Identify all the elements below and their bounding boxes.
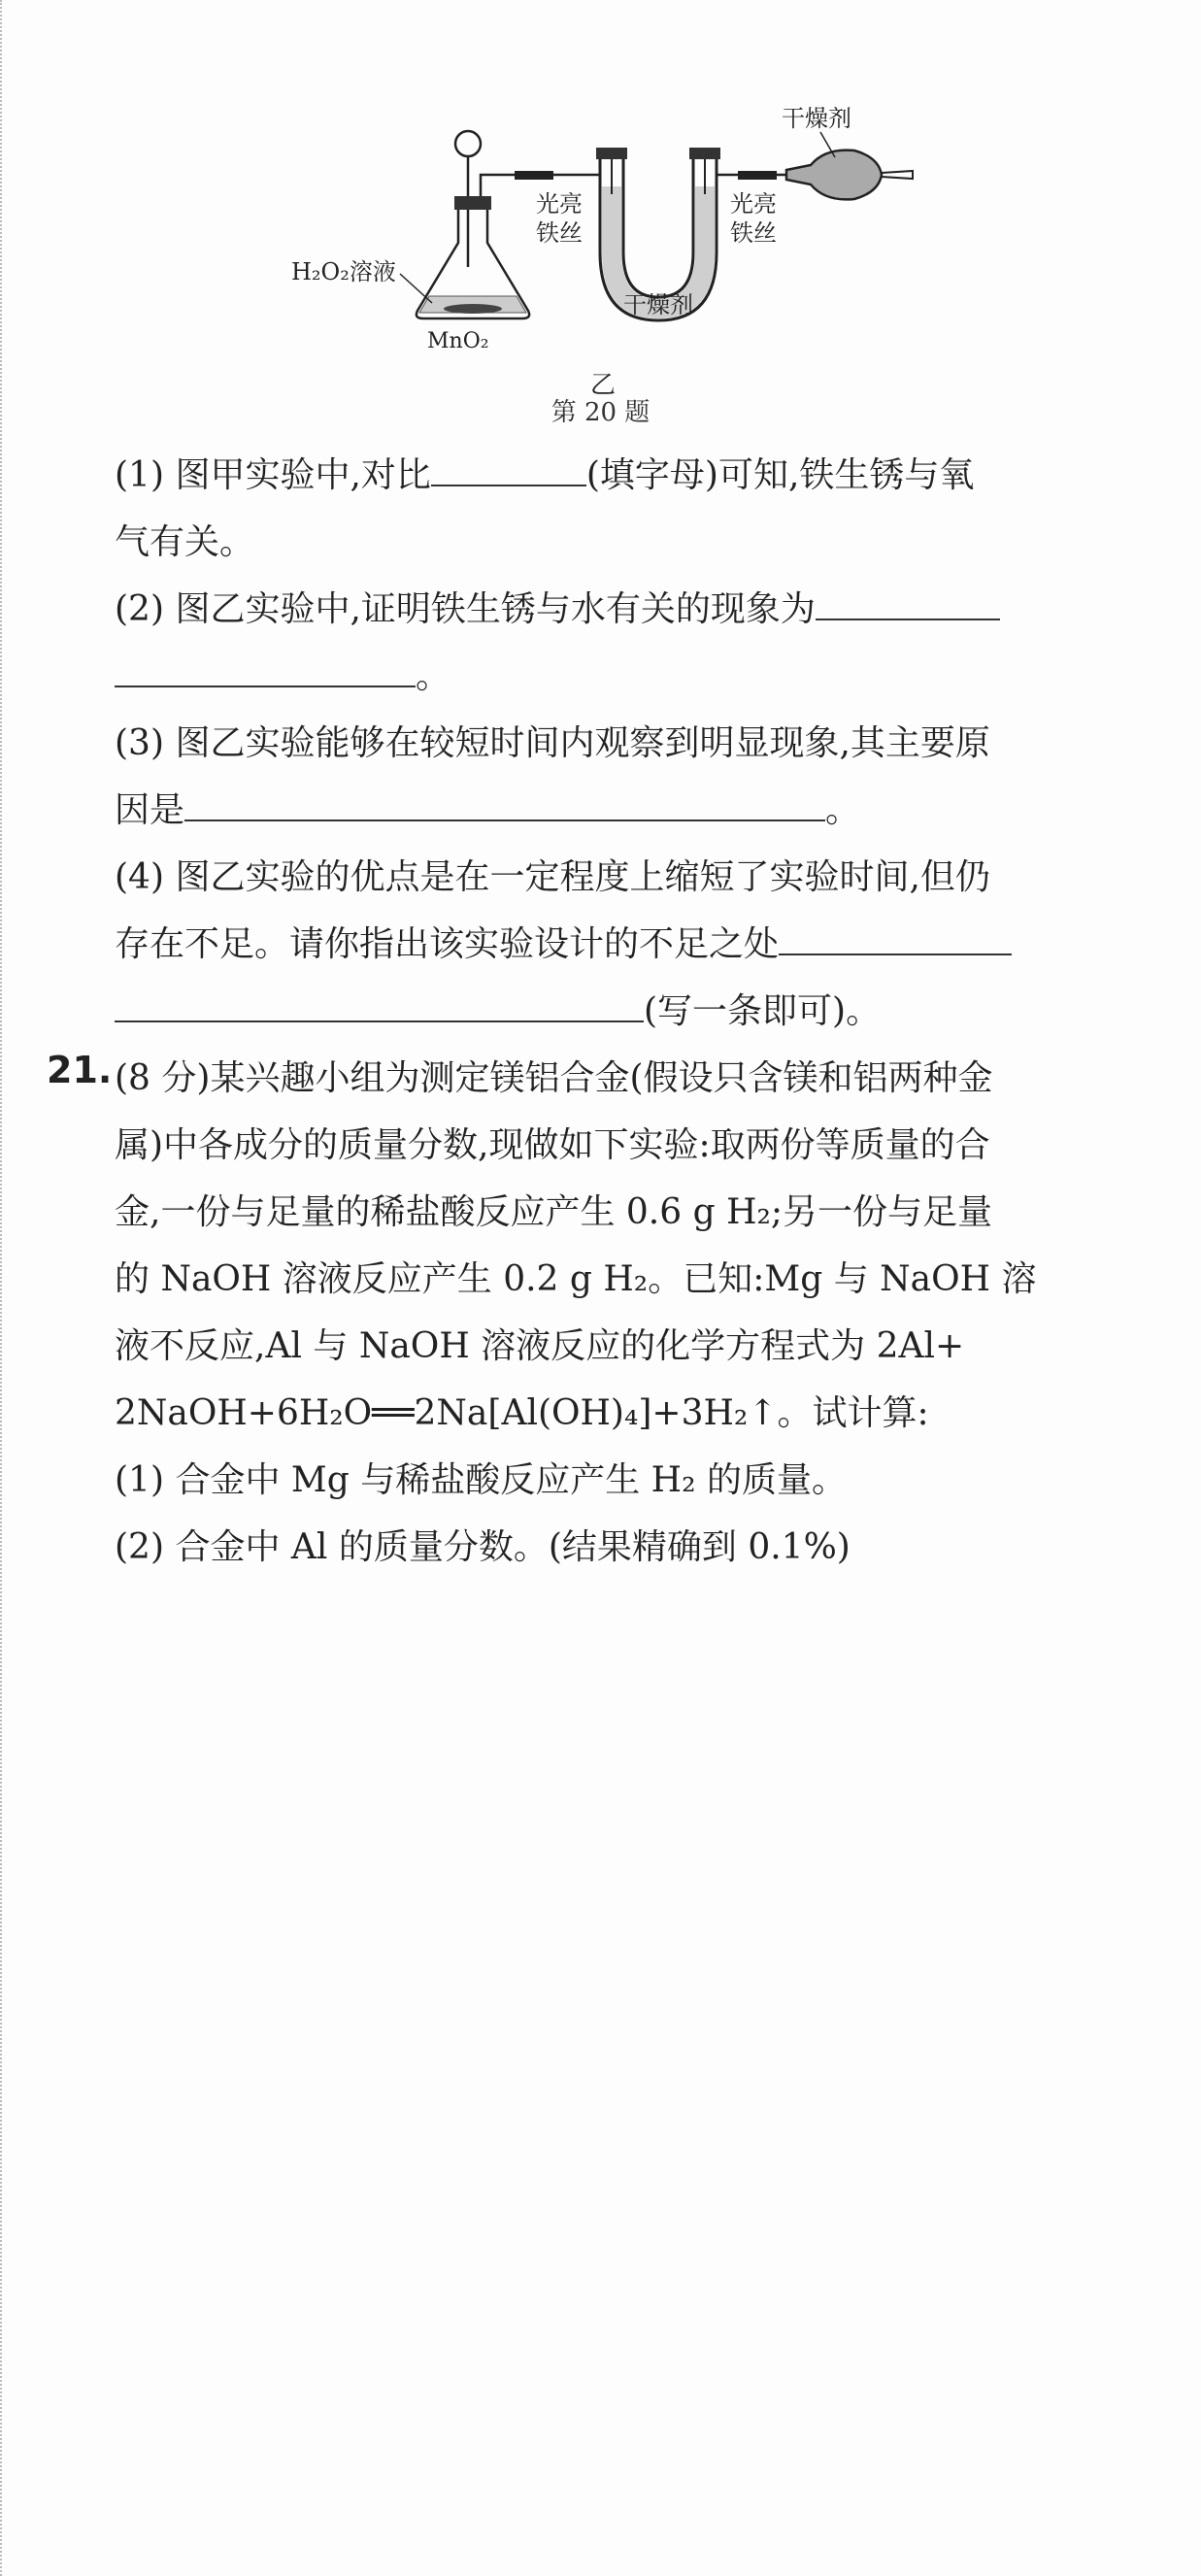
q20-part2-text-a: (2) 图乙实验中,证明铁生锈与水有关的现象为 <box>115 589 816 629</box>
q20-part2-answer-blank-1[interactable] <box>816 576 1000 620</box>
flask-stopper <box>454 196 491 210</box>
label-left-wire-2: 铁丝 <box>536 219 583 247</box>
figure-caption: 第 20 题 <box>550 398 651 427</box>
q21-line2: 属)中各成分的质量分数,现做如下实验:取两份等质量的合 <box>115 1125 990 1165</box>
binding-edge <box>0 0 4 2576</box>
q20-part4-answer-blank-1[interactable] <box>779 911 1012 955</box>
label-right-wire-2: 铁丝 <box>730 219 777 247</box>
leader-solution <box>400 274 432 303</box>
q20-part3-text-a: (3) 图乙实验能够在较短时间内观察到明显现象,其主要原 <box>115 723 990 763</box>
q21-line5: 液不反应,Al 与 NaOH 溶液反应的化学方程式为 2Al+ <box>115 1326 965 1366</box>
answer-work-area[interactable] <box>115 1592 1105 2525</box>
drying-tube-tip <box>882 171 913 179</box>
q20-part4-line2 <box>115 911 1105 978</box>
q21-line1: (8 分)某兴趣小组为测定镁铝合金(假设只含镁和铝两种金 <box>115 1058 993 1098</box>
label-h2o2-solution: H₂O₂溶液 <box>291 258 396 285</box>
question-21-number: 21. <box>47 1049 113 1091</box>
apparatus-diagram <box>282 97 922 427</box>
u-tube-stopper-left <box>596 148 627 159</box>
u-tube-inner <box>623 155 693 297</box>
q20-part2-text-b: 。 <box>416 656 451 696</box>
question-20-parts <box>115 442 1105 1045</box>
label-desiccant-bottom: 干燥剂 <box>623 291 693 318</box>
q20-part2-line2 <box>115 643 1105 710</box>
q20-part3-line2 <box>115 777 1105 844</box>
apparatus-figure <box>282 97 922 427</box>
mno2-powder <box>444 304 502 314</box>
q20-part4-line3 <box>115 978 1105 1045</box>
q20-part4-answer-blank-2[interactable] <box>115 978 644 1022</box>
q20-part2-line1 <box>115 576 1105 643</box>
label-desiccant-top: 干燥剂 <box>782 105 851 132</box>
q20-part3-answer-blank[interactable] <box>184 777 825 821</box>
label-right-wire-1: 光亮 <box>730 190 777 217</box>
u-tube-stopper-right <box>689 148 720 159</box>
q20-part4-text-c: (写一条即可)。 <box>644 991 882 1031</box>
q20-part3-line1 <box>115 710 1105 777</box>
q21-subquestion-1: (1) 合金中 Mg 与稀盐酸反应产生 H₂ 的质量。 <box>115 1460 847 1500</box>
q20-part1-line1 <box>115 442 1105 509</box>
funnel-bulb <box>455 131 481 156</box>
drying-tube <box>786 151 882 200</box>
question-21-body <box>115 1045 1105 1581</box>
q20-part3-text-c: 。 <box>825 790 861 830</box>
q20-part1-text-b: (填字母)可知,铁生锈与氧 <box>585 455 975 495</box>
q20-part4-text-a: (4) 图乙实验的优点是在一定程度上缩短了实验时间,但仍 <box>115 857 990 897</box>
q21-line4: 的 NaOH 溶液反应产生 0.2 g H₂。已知:Mg 与 NaOH 溶 <box>115 1259 1037 1299</box>
rubber-joint-right <box>738 171 777 180</box>
q20-part1-text-a: (1) 图甲实验中,对比 <box>115 455 431 495</box>
label-mno2: MnO₂ <box>427 329 489 353</box>
q20-part1-answer-blank[interactable] <box>431 442 586 486</box>
q20-part3-text-b: 因是 <box>115 790 185 830</box>
q21-line3: 金,一份与足量的稀盐酸反应产生 0.6 g H₂;另一份与足量 <box>115 1192 993 1232</box>
q20-part4-line1 <box>115 844 1105 911</box>
q20-part1-line2 <box>115 509 1105 576</box>
q21-subquestion-2: (2) 合金中 Al 的质量分数。(结果精确到 0.1%) <box>115 1527 851 1567</box>
q21-line6: 2NaOH+6H₂O══2Na[Al(OH)₄]+3H₂↑。试计算: <box>115 1393 929 1433</box>
figure-sub-label: 乙 <box>590 371 617 400</box>
q20-part4-text-b: 存在不足。请你指出该实验设计的不足之处 <box>115 924 780 964</box>
label-left-wire-1: 光亮 <box>536 190 583 217</box>
rubber-joint-left <box>515 171 553 180</box>
q20-part1-text-c: 气有关。 <box>115 522 255 562</box>
q20-part2-answer-blank-2[interactable] <box>115 643 416 687</box>
